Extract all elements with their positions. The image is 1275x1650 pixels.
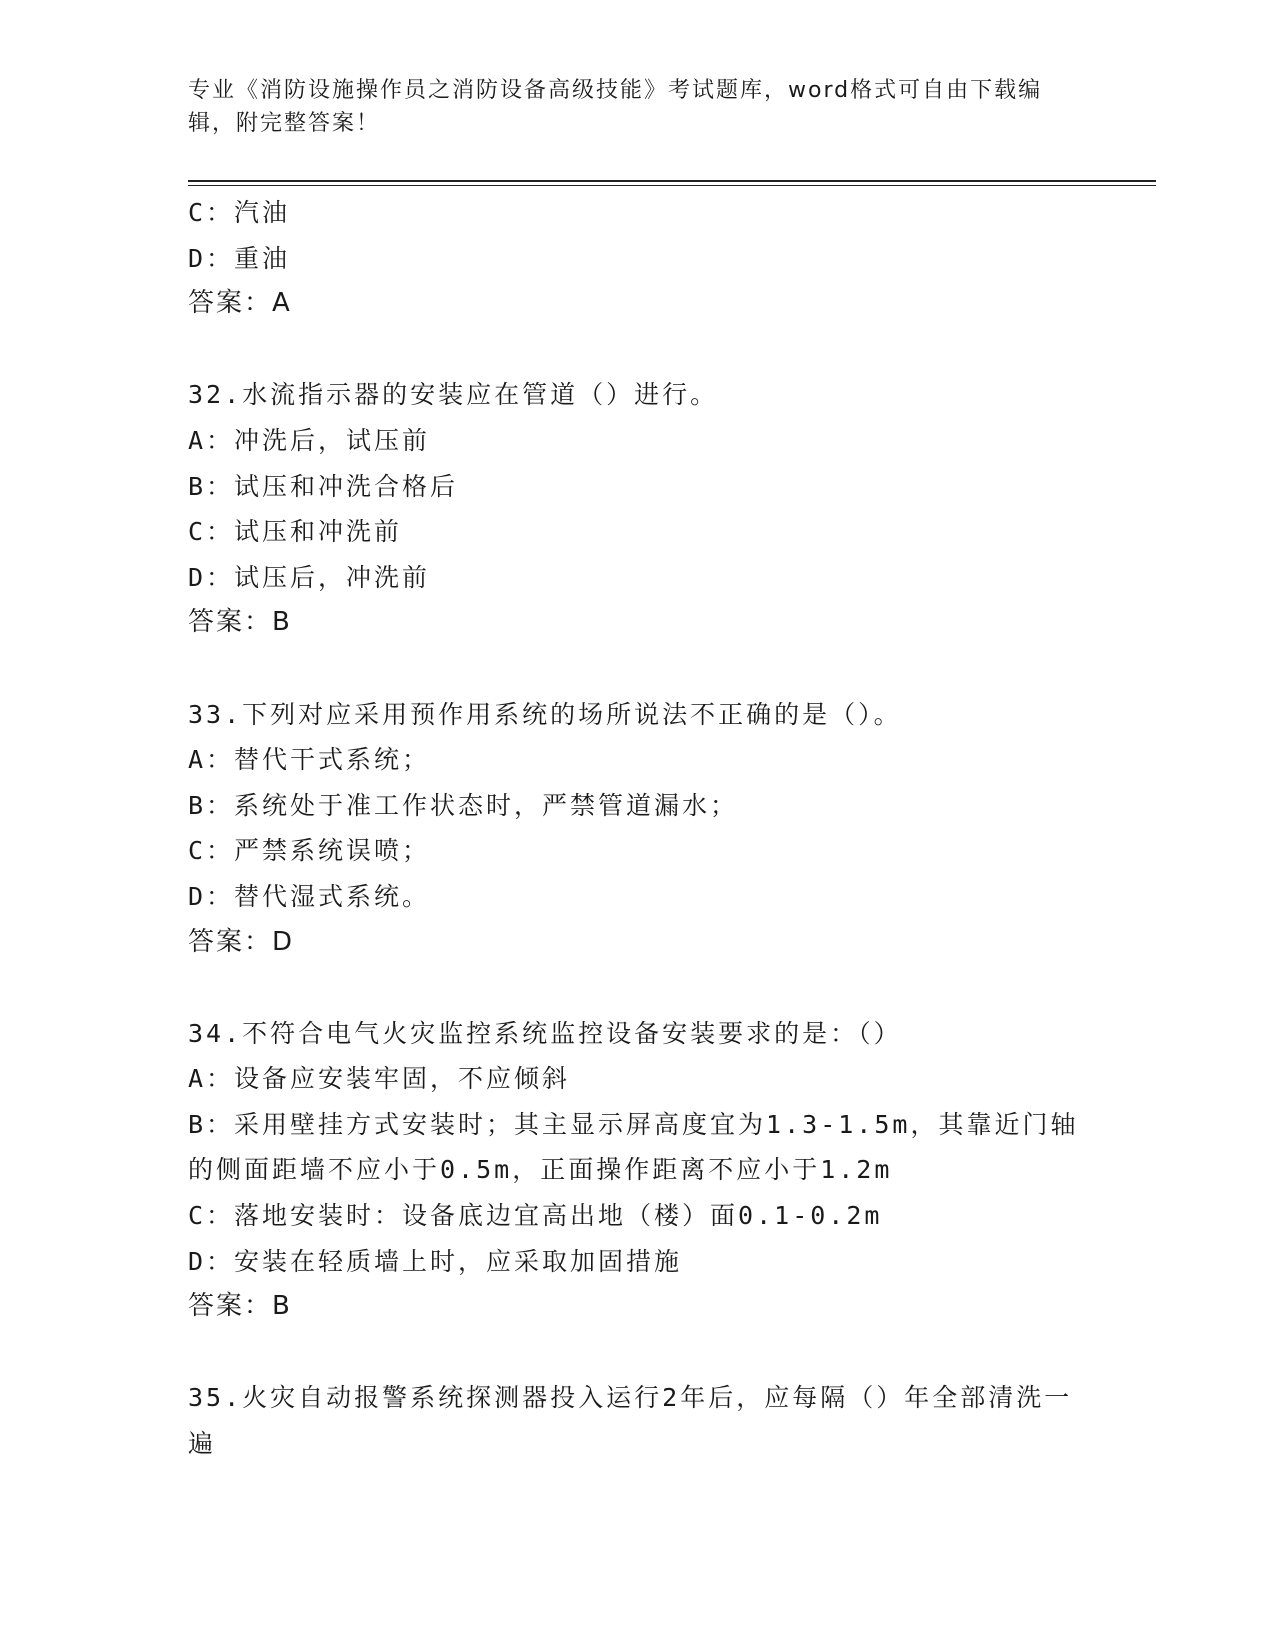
answer-line: 答案：D [188,926,295,957]
option-b: B：系统处于准工作状态时，严禁管道漏水； [188,790,739,820]
option-c: C：严禁系统误喷； [188,836,431,866]
option-b: B：采用壁挂方式安装时；其主显示屏高度宜为1.3-1.5m，其靠近门轴的侧面距墙不应小于0.5m，正面操作距离不应小于1.2m [188,1109,1079,1185]
question-stem: 35.火灾自动报警系统探测器投入运行2年后，应每隔（）年全部清洗一遍 [188,1383,1073,1459]
header-divider-thin [188,185,1156,186]
option-d: D：重油 [188,243,291,273]
question-stem: 34.不符合电气火灾监控系统监控设备安装要求的是：（） [188,1018,902,1048]
document-header: 专业《消防设施操作员之消防设备高级技能》考试题库，word格式可自由下载编辑，附完整答案！ [188,78,1043,136]
option-a: A：替代干式系统； [188,745,431,775]
option-d: D：替代湿式系统。 [188,881,431,911]
question-block-35 [188,1375,1088,1466]
option-c: C：落地安装时：设备底边宜高出地（楼）面0.1-0.2m [188,1201,883,1231]
answer-line: 答案：B [188,1291,292,1322]
option-a: A：设备应安装牢固，不应倾斜 [188,1064,571,1094]
question-block-33 [188,692,1088,966]
question-stem: 32.水流指示器的安装应在管道（）进行。 [188,380,719,410]
option-c: C：汽油 [188,198,291,227]
option-d: D：安装在轻质墙上时，应采取加固措施 [188,1246,683,1276]
header-divider [188,180,1156,182]
option-d: D：试压后，冲洗前 [188,562,431,592]
answer-line: 答案：A [188,288,292,319]
question-stem: 33.下列对应采用预作用系统的场所说法不正确的是（）。 [188,699,902,729]
answer-line: 答案：B [188,607,292,638]
question-block-31-tail [188,190,1088,327]
question-list [188,190,1088,1467]
question-block-34 [188,1011,1088,1330]
option-a: A：冲洗后，试压前 [188,425,431,455]
option-c: C：试压和冲洗前 [188,517,403,547]
option-b: B：试压和冲洗合格后 [188,471,459,501]
question-block-32 [188,372,1088,646]
